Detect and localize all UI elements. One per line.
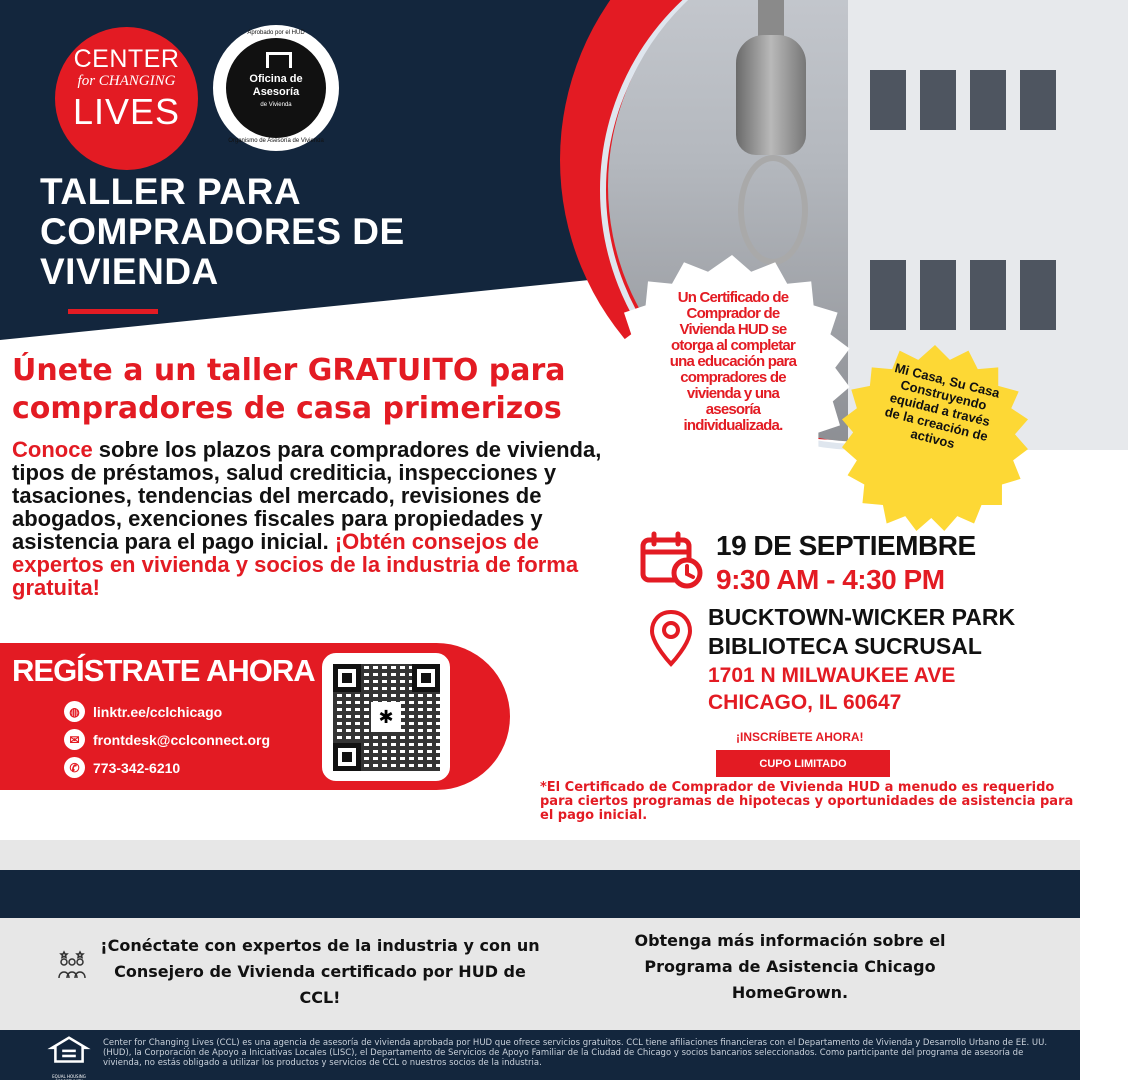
phone-icon: ✆ bbox=[64, 757, 85, 778]
page-title: TALLER PARA COMPRADORES DE VIVIENDA bbox=[40, 171, 405, 292]
email-link[interactable] bbox=[64, 729, 270, 750]
location-name bbox=[708, 603, 1015, 661]
intro-text: sobre los plazos para compradores de vivienda, tipos de préstamos, salud crediticia, inspecciones y tasaciones, tendencias del mercado, revisiones de abogados, exenciones fiscales para propiedades y asistencia para el pago inicial. bbox=[12, 437, 602, 554]
eho-text: EQUAL HOUSING OPPORTUNITY bbox=[52, 1074, 86, 1084]
disclaimer-text: Center for Changing Lives (CCL) es una agencia de asesoría de vivienda aprobada por HUD que ofrece servicios gratuitos. CCL tiene afiliaciones financieras con el Departamento de Vivienda y Desarrollo Urbano de EE. UU. (HUD), la Corporación de Apoyo a Iniciativas Locales (LISC), el Departamento de Servicios de Apoyo Familiar de la Ciudad de Chicago y socios bancarios seleccionados. Como participante del programa de asesoría de vivienda, no estás obligado a utilizar los productos y servicios de CCL o nuestros socios de la industria. bbox=[103, 1038, 1048, 1068]
homegrown-info-text[interactable]: Obtenga más información sobre el Programa de Asistencia Chicago HomeGrown. bbox=[634, 931, 946, 1002]
house-icon bbox=[266, 52, 292, 68]
mail-icon: ✉ bbox=[64, 729, 85, 750]
location-pin-icon bbox=[648, 608, 694, 668]
connect-experts-text: ¡Conéctate con expertos de la industria y con un Consejero de Vivienda certificado por HUD de CCL! bbox=[100, 936, 540, 1007]
intro-body bbox=[12, 438, 632, 599]
website-link[interactable] bbox=[64, 701, 222, 722]
mi-casa-badge-text: Mi Casa, Su Casa Construyendo equidad a través de la creación de activos bbox=[883, 360, 1002, 452]
qr-code[interactable] bbox=[322, 653, 450, 781]
intro-lead: Conoce bbox=[12, 437, 93, 462]
logo-text: Aprobado por el HUD bbox=[247, 30, 305, 36]
logo-text: Oficina de Asesoría bbox=[249, 73, 303, 98]
logo-text: LIVES bbox=[72, 91, 181, 132]
website-text: linktr.ee/cclchicago bbox=[93, 703, 223, 720]
event-time: 9:30 AM - 4:30 PM bbox=[716, 564, 945, 595]
ccl-logo bbox=[55, 27, 198, 170]
register-title: REGÍSTRATE AHORA bbox=[12, 653, 315, 688]
certificate-note: *El Certificado de Comprador de Vivienda HUD a menudo es requerido para ciertos programas de hipotecas y oportunidades de asistencia para el pago inicial. bbox=[540, 780, 1074, 823]
people-icon bbox=[56, 950, 88, 980]
location-line: BUCKTOWN-WICKER PARK bbox=[708, 604, 1016, 630]
phone-link[interactable] bbox=[64, 757, 180, 778]
title-underline bbox=[68, 309, 158, 314]
intro-cta: ¡Obtén consejos de expertos en vivienda y socios de la industria de forma gratuita! bbox=[12, 529, 579, 600]
location-line: BIBLIOTECA SUCRUSAL bbox=[708, 633, 982, 659]
intro-heading: Únete a un taller GRATUITO para compradores de casa primerizos bbox=[12, 353, 566, 426]
certificate-badge-text: Un Certificado de Comprador de Vivienda HUD se otorga al completar una educación para compradores de vivienda y una asesoría individualizada. bbox=[669, 289, 797, 434]
globe-icon: ◍ bbox=[64, 701, 85, 722]
limited-spots-button[interactable]: CUPO LIMITADO bbox=[716, 750, 890, 777]
logo-text: for CHANGING bbox=[77, 73, 176, 89]
divider-band bbox=[0, 870, 1080, 918]
hud-counseling-logo bbox=[213, 25, 339, 151]
address-line: 1701 N MILWAUKEE AVE bbox=[708, 664, 956, 687]
logo-text: CENTER bbox=[73, 45, 180, 73]
phone-text: 773-342-6210 bbox=[93, 759, 181, 776]
address-line: CHICAGO, IL 60647 bbox=[708, 691, 902, 714]
inscribe-label: ¡INSCRÍBETE AHORA! bbox=[736, 730, 864, 744]
equal-housing-logo bbox=[46, 1036, 92, 1084]
event-date: 19 DE SEPTIEMBRE bbox=[716, 530, 976, 561]
email-text: frontdesk@cclconnect.org bbox=[93, 731, 271, 748]
logo-text: Organismo de Asesoría de Vivienda bbox=[228, 138, 324, 144]
logo-text: de Vivienda bbox=[260, 102, 292, 108]
divider-band bbox=[0, 840, 1080, 870]
calendar-clock-icon bbox=[640, 532, 702, 588]
location-address bbox=[708, 662, 955, 716]
asterisk-icon: ✱ bbox=[371, 702, 401, 732]
